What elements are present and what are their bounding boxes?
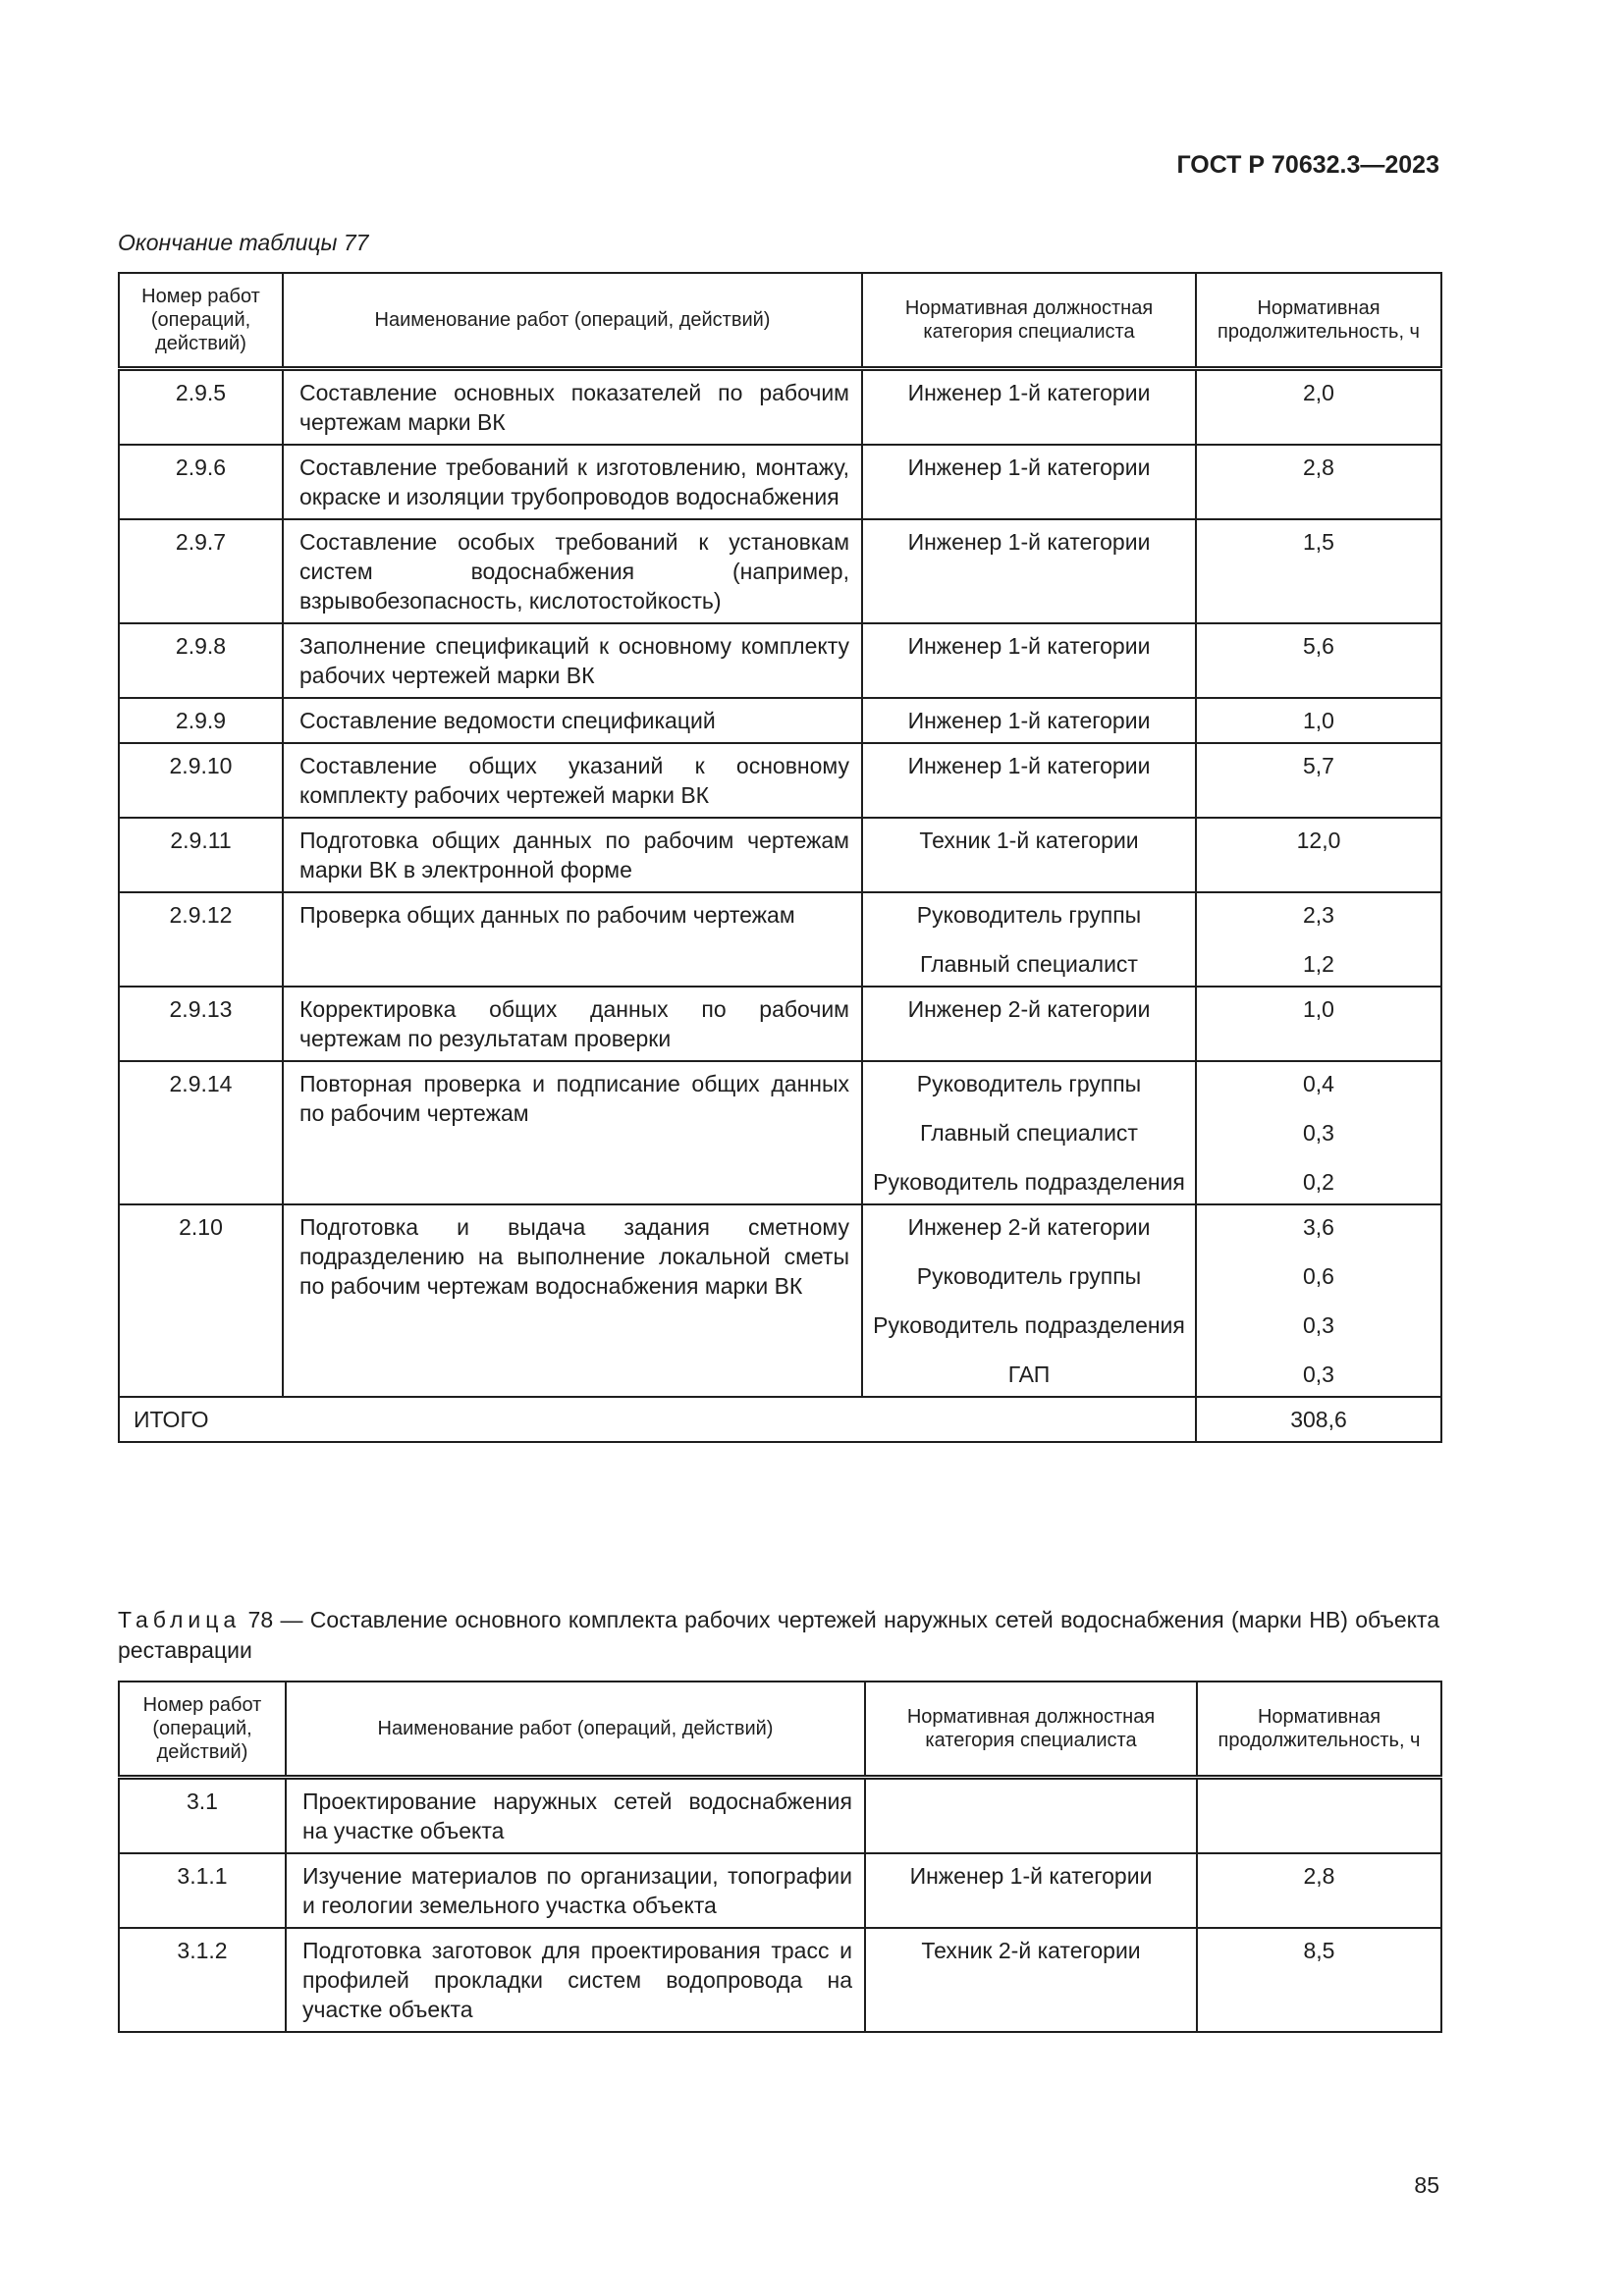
duration-value: 1,2 [1303, 951, 1334, 977]
table-caption-word: Таблица [118, 1607, 242, 1632]
specialist-category-cell [862, 743, 1196, 818]
duration-cell [1196, 519, 1441, 623]
table-row [119, 1853, 1441, 1928]
work-number: 2.9.5 [119, 369, 283, 446]
table-row [119, 698, 1441, 743]
specialist-category-cell [862, 369, 1196, 446]
column-header-duration: Нормативная продолжительность, ч [1197, 1682, 1441, 1778]
table-row [119, 1778, 1441, 1854]
duration-value: 5,6 [1303, 633, 1334, 659]
specialist-category-cell [862, 1061, 1196, 1204]
duration-value: 5,7 [1303, 753, 1334, 778]
duration-cell [1196, 1204, 1441, 1397]
work-name: Изучение материалов по организации, топографии и геологии земельного участка объекта [286, 1853, 865, 1928]
duration-cell [1196, 818, 1441, 892]
specialist-category: Инженер 2-й категории [907, 1214, 1151, 1240]
work-name: Составление ведомости спецификаций [283, 698, 862, 743]
duration-cell [1196, 892, 1441, 987]
specialist-category: Инженер 1-й категории [907, 633, 1151, 659]
table-row [119, 369, 1441, 446]
table-caption-title: 78 — Составление основного комплекта рабочих чертежей наружных сетей водоснабжения (марки НВ) объекта реставрации [118, 1607, 1440, 1663]
specialist-category-cell [865, 1853, 1197, 1928]
work-name: Составление особых требований к установкам систем водоснабжения (например, взрывобезопасность, кислотостойкость) [283, 519, 862, 623]
work-name: Заполнение спецификаций к основному комплекту рабочих чертежей марки ВК [283, 623, 862, 698]
duration-value: 0,3 [1303, 1120, 1334, 1146]
work-name: Проектирование наружных сетей водоснабжения на участке объекта [286, 1778, 865, 1854]
work-number: 2.9.6 [119, 445, 283, 519]
specialist-category-cell [862, 698, 1196, 743]
specialist-category: Инженер 1-й категории [907, 454, 1151, 480]
table-77-body [119, 369, 1441, 1398]
specialist-category: Руководитель подразделения [873, 1169, 1185, 1195]
specialist-category: Инженер 1-й категории [907, 529, 1151, 555]
specialist-category: Инженер 2-й категории [907, 996, 1151, 1022]
specialist-category-cell [865, 1778, 1197, 1854]
column-header-duration: Нормативная продолжительность, ч [1196, 273, 1441, 369]
column-header-category: Нормативная должностная категория специалиста [865, 1682, 1197, 1778]
duration-value: 2,8 [1303, 454, 1334, 480]
column-header-name: Наименование работ (операций, действий) [283, 273, 862, 369]
duration-value: 2,3 [1303, 902, 1334, 928]
specialist-category: Техник 2-й категории [921, 1938, 1141, 1963]
duration-value: 3,6 [1303, 1214, 1334, 1240]
duration-cell [1196, 369, 1441, 446]
table-row [119, 818, 1441, 892]
duration-cell [1196, 698, 1441, 743]
specialist-category: Руководитель группы [916, 902, 1142, 928]
specialist-category: Главный специалист [920, 951, 1138, 977]
table-row [119, 1204, 1441, 1397]
page-number: 85 [1414, 2172, 1439, 2198]
duration-value: 12,0 [1296, 828, 1341, 853]
specialist-category-cell [862, 623, 1196, 698]
work-number: 3.1.2 [119, 1928, 286, 2032]
table-row [119, 623, 1441, 698]
column-header-category: Нормативная должностная категория специалиста [862, 273, 1196, 369]
specialist-category: Инженер 1-й категории [907, 708, 1151, 733]
table-77 [118, 272, 1442, 1443]
work-name: Составление основных показателей по рабочим чертежам марки ВК [283, 369, 862, 446]
work-number: 2.9.14 [119, 1061, 283, 1204]
total-label: ИТОГО [119, 1397, 1196, 1442]
duration-value: 0,2 [1303, 1169, 1334, 1195]
table-row [119, 743, 1441, 818]
duration-value: 8,5 [1303, 1938, 1335, 1963]
table-78 [118, 1681, 1442, 2033]
total-value: 308,6 [1196, 1397, 1441, 1442]
table-78-caption [118, 1605, 1439, 1666]
specialist-category: Главный специалист [920, 1120, 1138, 1146]
work-number: 2.9.8 [119, 623, 283, 698]
table-row [119, 987, 1441, 1061]
table-row [119, 1928, 1441, 2032]
work-number: 3.1 [119, 1778, 286, 1854]
work-number: 2.9.9 [119, 698, 283, 743]
specialist-category: ГАП [1007, 1362, 1051, 1387]
duration-cell [1197, 1778, 1441, 1854]
specialist-category: Руководитель группы [916, 1263, 1142, 1289]
document-code: ГОСТ Р 70632.3—2023 [1176, 151, 1439, 179]
specialist-category: Инженер 1-й категории [907, 380, 1151, 405]
work-number: 3.1.1 [119, 1853, 286, 1928]
specialist-category-cell [862, 987, 1196, 1061]
duration-value: 0,6 [1303, 1263, 1334, 1289]
work-name: Подготовка и выдача задания сметному подразделению на выполнение локальной сметы по рабочим чертежам водоснабжения марки ВК [283, 1204, 862, 1397]
table-row [119, 1061, 1441, 1204]
duration-cell [1196, 1061, 1441, 1204]
table-78-body [119, 1778, 1441, 2033]
duration-cell [1196, 987, 1441, 1061]
work-number: 2.9.7 [119, 519, 283, 623]
specialist-category: Руководитель группы [916, 1071, 1142, 1096]
duration-cell [1196, 445, 1441, 519]
work-name: Составление требований к изготовлению, монтажу, окраске и изоляции трубопроводов водоснабжения [283, 445, 862, 519]
specialist-category: Руководитель подразделения [873, 1312, 1185, 1338]
specialist-category-cell [862, 818, 1196, 892]
duration-value: 1,0 [1303, 708, 1334, 733]
specialist-category-cell [862, 445, 1196, 519]
specialist-category-cell [862, 1204, 1196, 1397]
work-name: Проверка общих данных по рабочим чертежам [283, 892, 862, 987]
table-continuation-label: Окончание таблицы 77 [118, 230, 369, 255]
work-name: Корректировка общих данных по рабочим чертежам по результатам проверки [283, 987, 862, 1061]
specialist-category-cell [865, 1928, 1197, 2032]
duration-value: 0,3 [1303, 1362, 1334, 1387]
work-number: 2.9.12 [119, 892, 283, 987]
duration-value: 2,0 [1303, 380, 1334, 405]
duration-value: 1,0 [1303, 996, 1334, 1022]
table-row [119, 445, 1441, 519]
total-row [119, 1397, 1441, 1442]
duration-value: 0,3 [1303, 1312, 1334, 1338]
work-name: Повторная проверка и подписание общих данных по рабочим чертежам [283, 1061, 862, 1204]
specialist-category: Инженер 1-й категории [909, 1863, 1153, 1889]
duration-value: 1,5 [1303, 529, 1334, 555]
table-header-row [119, 273, 1441, 369]
column-header-number: Номер работ (операций, действий) [119, 273, 283, 369]
specialist-category-cell [862, 892, 1196, 987]
table-header-row [119, 1682, 1441, 1778]
column-header-name: Наименование работ (операций, действий) [286, 1682, 865, 1778]
table-row [119, 892, 1441, 987]
work-name: Подготовка заготовок для проектирования трасс и профилей прокладки систем водопровода на участке объекта [286, 1928, 865, 2032]
specialist-category: Техник 1-й категории [919, 828, 1139, 853]
specialist-category-cell [862, 519, 1196, 623]
work-name: Подготовка общих данных по рабочим чертежам марки ВК в электронной форме [283, 818, 862, 892]
work-name: Составление общих указаний к основному комплекту рабочих чертежей марки ВК [283, 743, 862, 818]
work-number: 2.9.10 [119, 743, 283, 818]
duration-cell [1196, 743, 1441, 818]
work-number: 2.10 [119, 1204, 283, 1397]
work-number: 2.9.13 [119, 987, 283, 1061]
duration-cell [1197, 1853, 1441, 1928]
table-row [119, 519, 1441, 623]
duration-value: 0,4 [1303, 1071, 1334, 1096]
specialist-category: Инженер 1-й категории [907, 753, 1151, 778]
column-header-number: Номер работ (операций, действий) [119, 1682, 286, 1778]
duration-value: 2,8 [1303, 1863, 1335, 1889]
duration-cell [1196, 623, 1441, 698]
work-number: 2.9.11 [119, 818, 283, 892]
duration-cell [1197, 1928, 1441, 2032]
